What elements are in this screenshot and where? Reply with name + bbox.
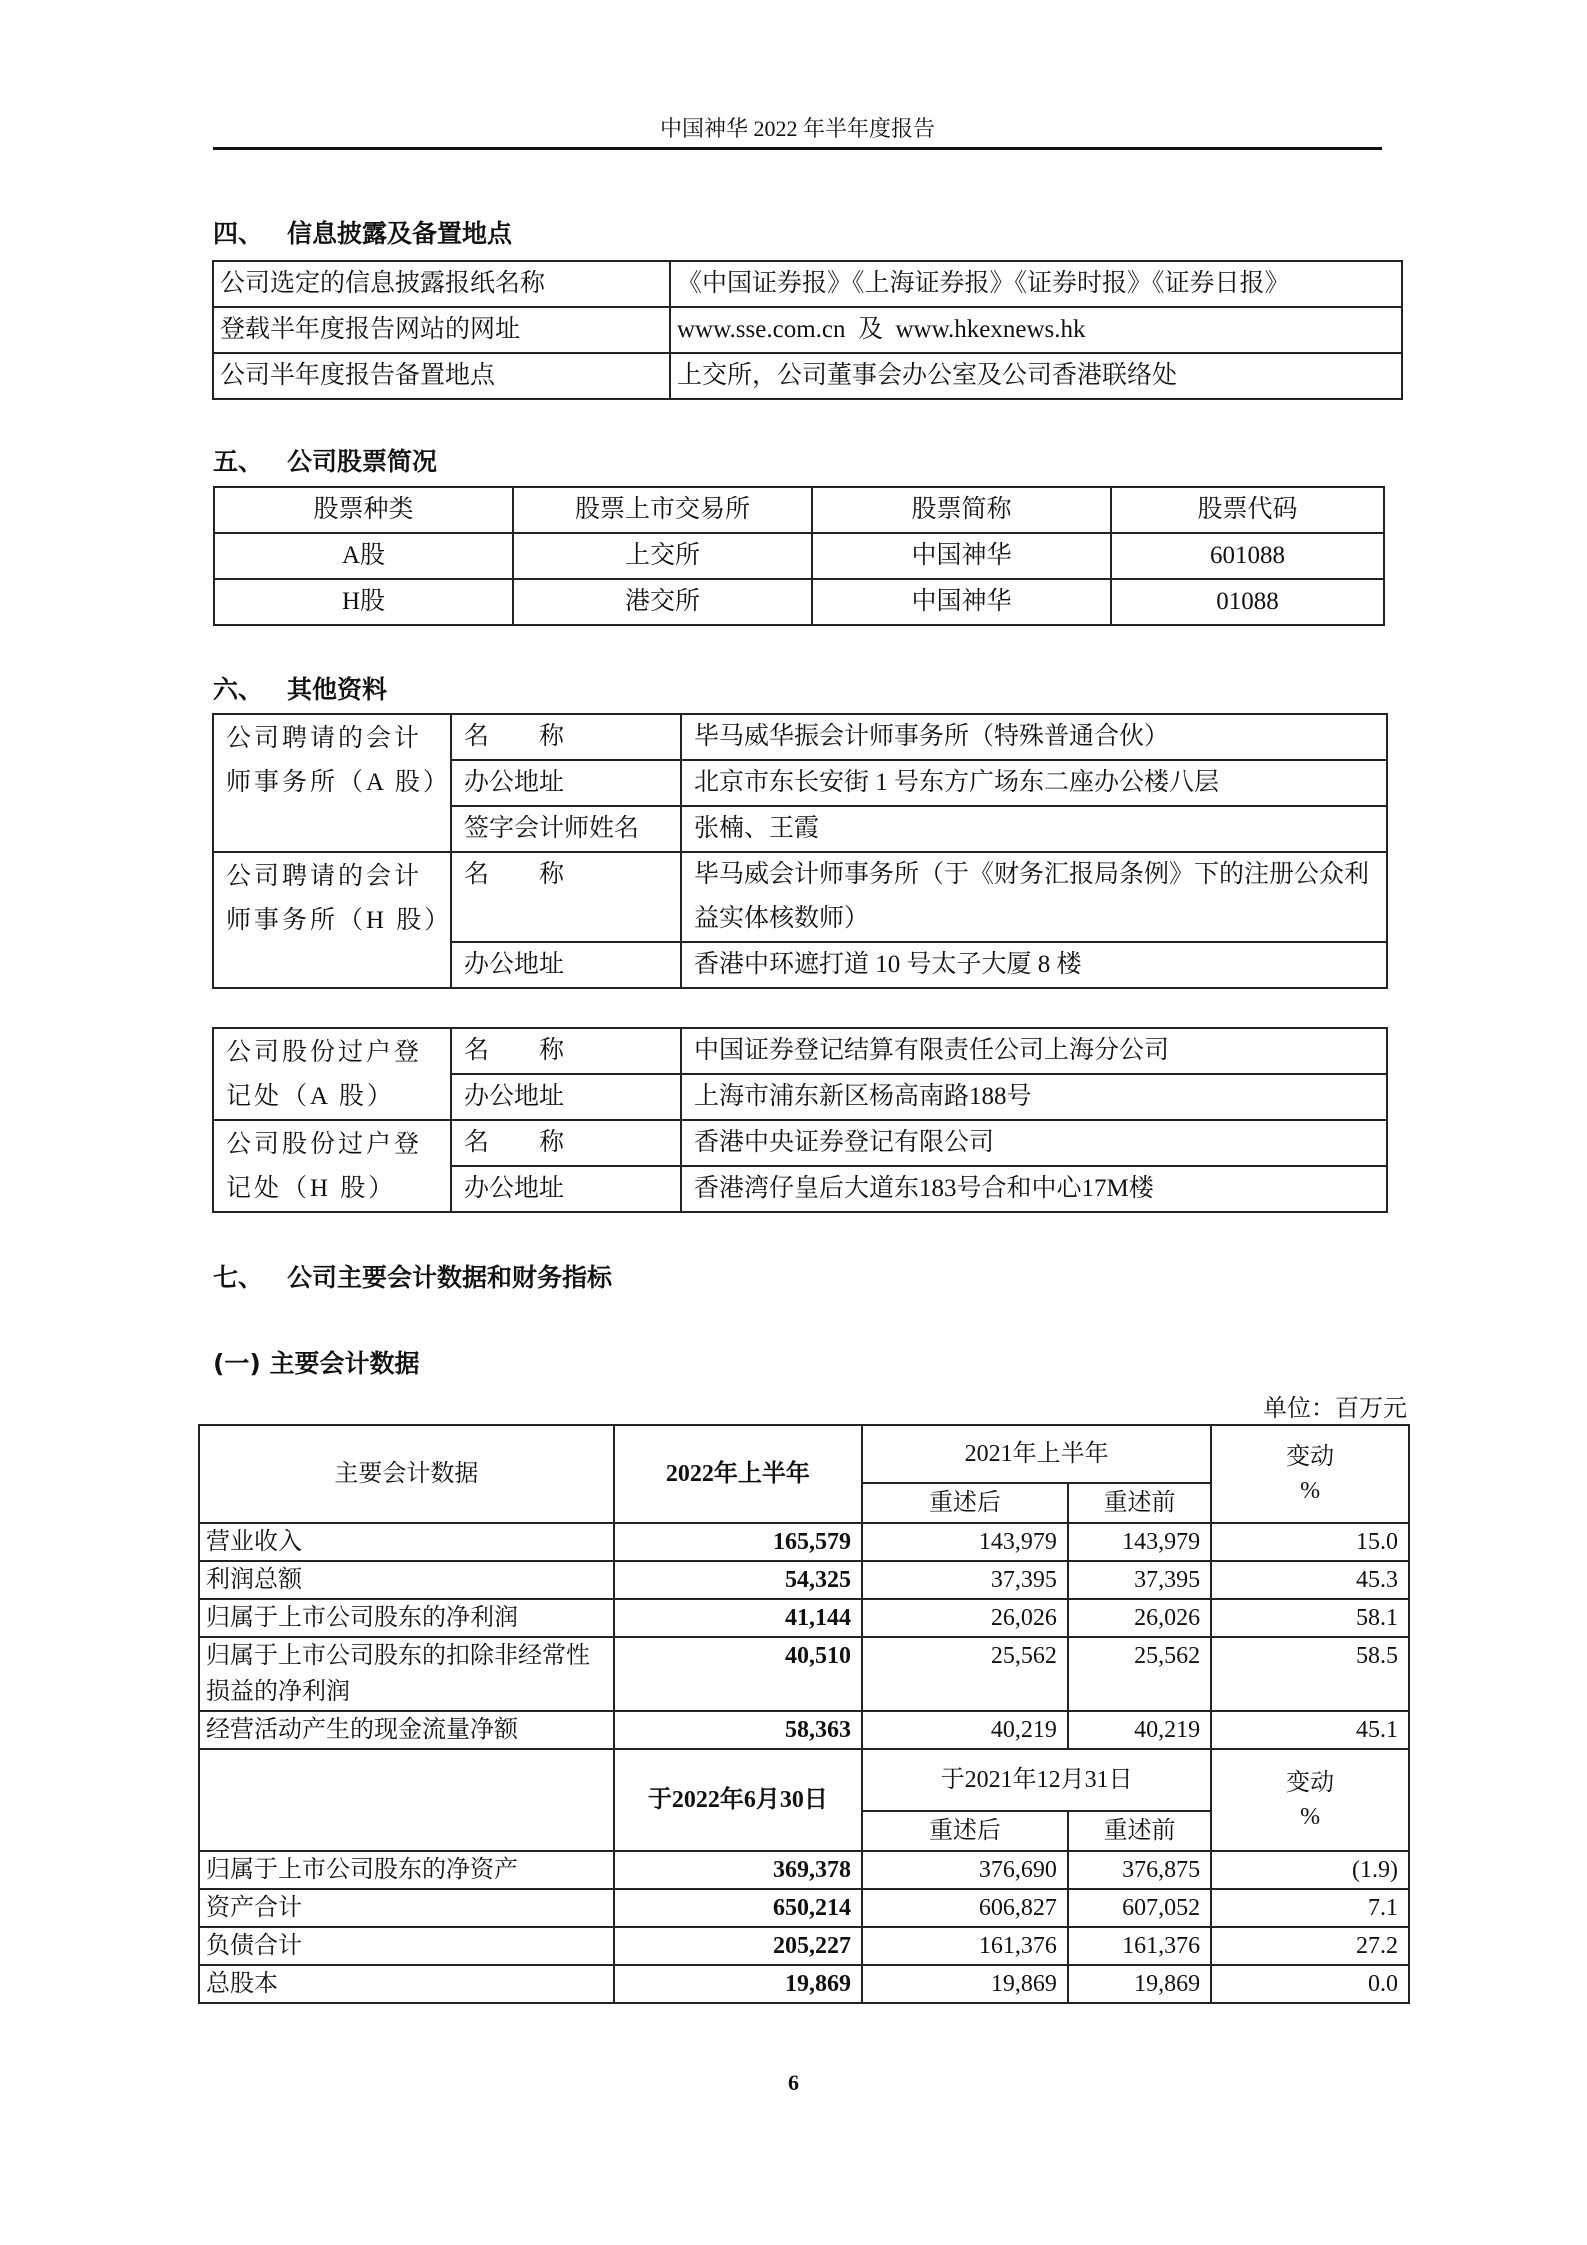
table-row bbox=[213, 852, 1387, 942]
column-header-restated: 重述后 bbox=[862, 1811, 1068, 1851]
change-value: 45.3 bbox=[1211, 1561, 1409, 1599]
row-item: 负债合计 bbox=[199, 1927, 614, 1965]
table-header-row bbox=[214, 487, 1384, 533]
original-value: 26,026 bbox=[1068, 1599, 1211, 1637]
table-row bbox=[214, 579, 1384, 625]
subsection-heading: (一) 主要会计数据 bbox=[213, 1349, 420, 1378]
table-row bbox=[199, 1711, 1409, 1749]
restated-value: 40,219 bbox=[862, 1711, 1068, 1749]
restated-value: 37,395 bbox=[862, 1561, 1068, 1599]
restated-value: 161,376 bbox=[862, 1927, 1068, 1965]
change-value: 0.0 bbox=[1211, 1965, 1409, 2003]
table-row bbox=[199, 1599, 1409, 1637]
current-value: 205,227 bbox=[614, 1927, 862, 1965]
column-header-prior: 2021年上半年 bbox=[862, 1425, 1211, 1483]
original-value: 40,219 bbox=[1068, 1711, 1211, 1749]
change-value: (1.9) bbox=[1211, 1851, 1409, 1889]
group-label: 公司股份过户登记处（H 股） bbox=[213, 1120, 451, 1212]
section-title: 信息披露及备置地点 bbox=[287, 219, 513, 248]
column-header-current: 2022年上半年 bbox=[614, 1425, 862, 1523]
current-value: 54,325 bbox=[614, 1561, 862, 1599]
current-value: 19,869 bbox=[614, 1965, 862, 2003]
disclosure-table bbox=[212, 260, 1403, 400]
change-value: 58.5 bbox=[1211, 1637, 1409, 1711]
table-row bbox=[199, 1561, 1409, 1599]
table-row bbox=[199, 1965, 1409, 2003]
row-item: 归属于上市公司股东的净利润 bbox=[199, 1599, 614, 1637]
restated-value: 143,979 bbox=[862, 1523, 1068, 1561]
original-value: 607,052 bbox=[1068, 1889, 1211, 1927]
section-6-heading bbox=[213, 670, 387, 706]
percent-label: % bbox=[1300, 1478, 1321, 1504]
table-row bbox=[214, 533, 1384, 579]
group-label: 公司股份过户登记处（A 股） bbox=[213, 1028, 451, 1120]
table-row bbox=[199, 1927, 1409, 1965]
current-value: 165,579 bbox=[614, 1523, 862, 1561]
table-row bbox=[199, 1851, 1409, 1889]
section-7-heading bbox=[213, 1258, 612, 1294]
change-label: 变动 bbox=[1286, 1770, 1335, 1796]
original-value: 37,395 bbox=[1068, 1561, 1211, 1599]
column-header-item bbox=[199, 1749, 614, 1851]
original-value: 143,979 bbox=[1068, 1523, 1211, 1561]
row-label: 办公地址 bbox=[451, 760, 681, 806]
table-row bbox=[213, 307, 1402, 353]
row-value: 毕马威华振会计师事务所（特殊普通合伙） bbox=[681, 714, 1387, 760]
row-label: 办公地址 bbox=[451, 942, 681, 988]
change-label: 变动 bbox=[1286, 1444, 1335, 1470]
change-value: 27.2 bbox=[1211, 1927, 1409, 1965]
row-item: 归属于上市公司股东的净资产 bbox=[199, 1851, 614, 1889]
table-row bbox=[213, 714, 1387, 760]
section-number: 五、 bbox=[213, 447, 264, 476]
stock-exchange: 港交所 bbox=[513, 579, 812, 625]
table-row bbox=[199, 1523, 1409, 1561]
table-header-row bbox=[199, 1425, 1409, 1483]
stock-code: 601088 bbox=[1111, 533, 1384, 579]
original-value: 19,869 bbox=[1068, 1965, 1211, 2003]
row-label: 名 称 bbox=[451, 1028, 681, 1074]
row-value: 香港中环遮打道 10 号太子大厦 8 楼 bbox=[681, 942, 1387, 988]
row-value: www.sse.com.cn 及 www.hkexnews.hk bbox=[670, 307, 1402, 353]
row-value: 毕马威会计师事务所（于《财务汇报局条例》下的注册公众利益实体核数师） bbox=[681, 852, 1387, 942]
row-value: 上交所，公司董事会办公室及公司香港联络处 bbox=[670, 353, 1402, 399]
row-item: 资产合计 bbox=[199, 1889, 614, 1927]
section-4-heading bbox=[213, 214, 512, 250]
row-label: 名 称 bbox=[451, 1120, 681, 1166]
column-header-restated: 重述后 bbox=[862, 1483, 1068, 1523]
column-header: 股票简称 bbox=[812, 487, 1111, 533]
original-value: 376,875 bbox=[1068, 1851, 1211, 1889]
stock-type: H股 bbox=[214, 579, 513, 625]
column-header: 股票种类 bbox=[214, 487, 513, 533]
row-label: 公司选定的信息披露报纸名称 bbox=[213, 261, 670, 307]
row-label: 名 称 bbox=[451, 714, 681, 760]
page-number: 6 bbox=[788, 2070, 799, 2095]
change-value: 15.0 bbox=[1211, 1523, 1409, 1561]
column-header-current: 于2022年6月30日 bbox=[614, 1749, 862, 1851]
stock-short-name: 中国神华 bbox=[812, 579, 1111, 625]
current-value: 41,144 bbox=[614, 1599, 862, 1637]
table-row bbox=[213, 1028, 1387, 1074]
row-label: 公司半年度报告备置地点 bbox=[213, 353, 670, 399]
restated-value: 25,562 bbox=[862, 1637, 1068, 1711]
unit-label: 单位：百万元 bbox=[1263, 1396, 1407, 1422]
section-number: 七、 bbox=[213, 1263, 264, 1292]
column-header: 股票代码 bbox=[1111, 487, 1384, 533]
table-row bbox=[213, 261, 1402, 307]
column-header-original: 重述前 bbox=[1068, 1483, 1211, 1523]
row-item: 营业收入 bbox=[199, 1523, 614, 1561]
current-value: 650,214 bbox=[614, 1889, 862, 1927]
row-value: 张楠、王霞 bbox=[681, 806, 1387, 852]
row-label: 办公地址 bbox=[451, 1166, 681, 1212]
table-row bbox=[213, 353, 1402, 399]
section-number: 四、 bbox=[213, 219, 264, 248]
column-header-original: 重述前 bbox=[1068, 1811, 1211, 1851]
group-label: 公司聘请的会计师事务所（A 股） bbox=[213, 714, 451, 852]
row-item: 利润总额 bbox=[199, 1561, 614, 1599]
current-value: 40,510 bbox=[614, 1637, 862, 1711]
row-label: 签字会计师姓名 bbox=[451, 806, 681, 852]
section-number: 六、 bbox=[213, 675, 264, 704]
header-rule bbox=[213, 147, 1382, 150]
restated-value: 606,827 bbox=[862, 1889, 1068, 1927]
section-5-heading bbox=[213, 442, 437, 478]
column-header-change bbox=[1211, 1749, 1409, 1851]
column-header-prior: 于2021年12月31日 bbox=[862, 1749, 1211, 1811]
table-row bbox=[199, 1637, 1409, 1711]
table-row bbox=[213, 1120, 1387, 1166]
change-value: 7.1 bbox=[1211, 1889, 1409, 1927]
auditors-table bbox=[212, 713, 1388, 989]
row-value: 香港湾仔皇后大道东183号合和中心17M楼 bbox=[681, 1166, 1387, 1212]
row-value: 北京市东长安街 1 号东方广场东二座办公楼八层 bbox=[681, 760, 1387, 806]
restated-value: 26,026 bbox=[862, 1599, 1068, 1637]
stock-table bbox=[213, 486, 1385, 626]
row-label: 名 称 bbox=[451, 852, 681, 942]
row-label: 办公地址 bbox=[451, 1074, 681, 1120]
original-value: 161,376 bbox=[1068, 1927, 1211, 1965]
current-value: 369,378 bbox=[614, 1851, 862, 1889]
group-label: 公司聘请的会计师事务所（H 股） bbox=[213, 852, 451, 988]
row-value: 香港中央证券登记有限公司 bbox=[681, 1120, 1387, 1166]
table-row bbox=[199, 1889, 1409, 1927]
column-header: 股票上市交易所 bbox=[513, 487, 812, 533]
stock-type: A股 bbox=[214, 533, 513, 579]
percent-label: % bbox=[1300, 1804, 1321, 1830]
column-header-item: 主要会计数据 bbox=[199, 1425, 614, 1523]
section-title: 公司股票简况 bbox=[287, 447, 438, 476]
section-title: 公司主要会计数据和财务指标 bbox=[287, 1263, 613, 1292]
registrars-table bbox=[212, 1027, 1388, 1213]
current-value: 58,363 bbox=[614, 1711, 862, 1749]
row-value: 《中国证券报》《上海证券报》《证券时报》《证券日报》 bbox=[670, 261, 1402, 307]
key-accounting-data-table bbox=[198, 1424, 1410, 2004]
table-header-row bbox=[199, 1749, 1409, 1811]
row-item: 归属于上市公司股东的扣除非经常性损益的净利润 bbox=[199, 1637, 614, 1711]
stock-code: 01088 bbox=[1111, 579, 1384, 625]
page-header: 中国神华 2022 年半年度报告 bbox=[659, 116, 935, 141]
stock-exchange: 上交所 bbox=[513, 533, 812, 579]
row-label: 登载半年度报告网站的网址 bbox=[213, 307, 670, 353]
row-item: 经营活动产生的现金流量净额 bbox=[199, 1711, 614, 1749]
row-item: 总股本 bbox=[199, 1965, 614, 2003]
section-title: 其他资料 bbox=[287, 675, 388, 704]
column-header-change bbox=[1211, 1425, 1409, 1523]
restated-value: 19,869 bbox=[862, 1965, 1068, 2003]
restated-value: 376,690 bbox=[862, 1851, 1068, 1889]
stock-short-name: 中国神华 bbox=[812, 533, 1111, 579]
change-value: 58.1 bbox=[1211, 1599, 1409, 1637]
row-value: 上海市浦东新区杨高南路188号 bbox=[681, 1074, 1387, 1120]
row-value: 中国证券登记结算有限责任公司上海分公司 bbox=[681, 1028, 1387, 1074]
original-value: 25,562 bbox=[1068, 1637, 1211, 1711]
change-value: 45.1 bbox=[1211, 1711, 1409, 1749]
